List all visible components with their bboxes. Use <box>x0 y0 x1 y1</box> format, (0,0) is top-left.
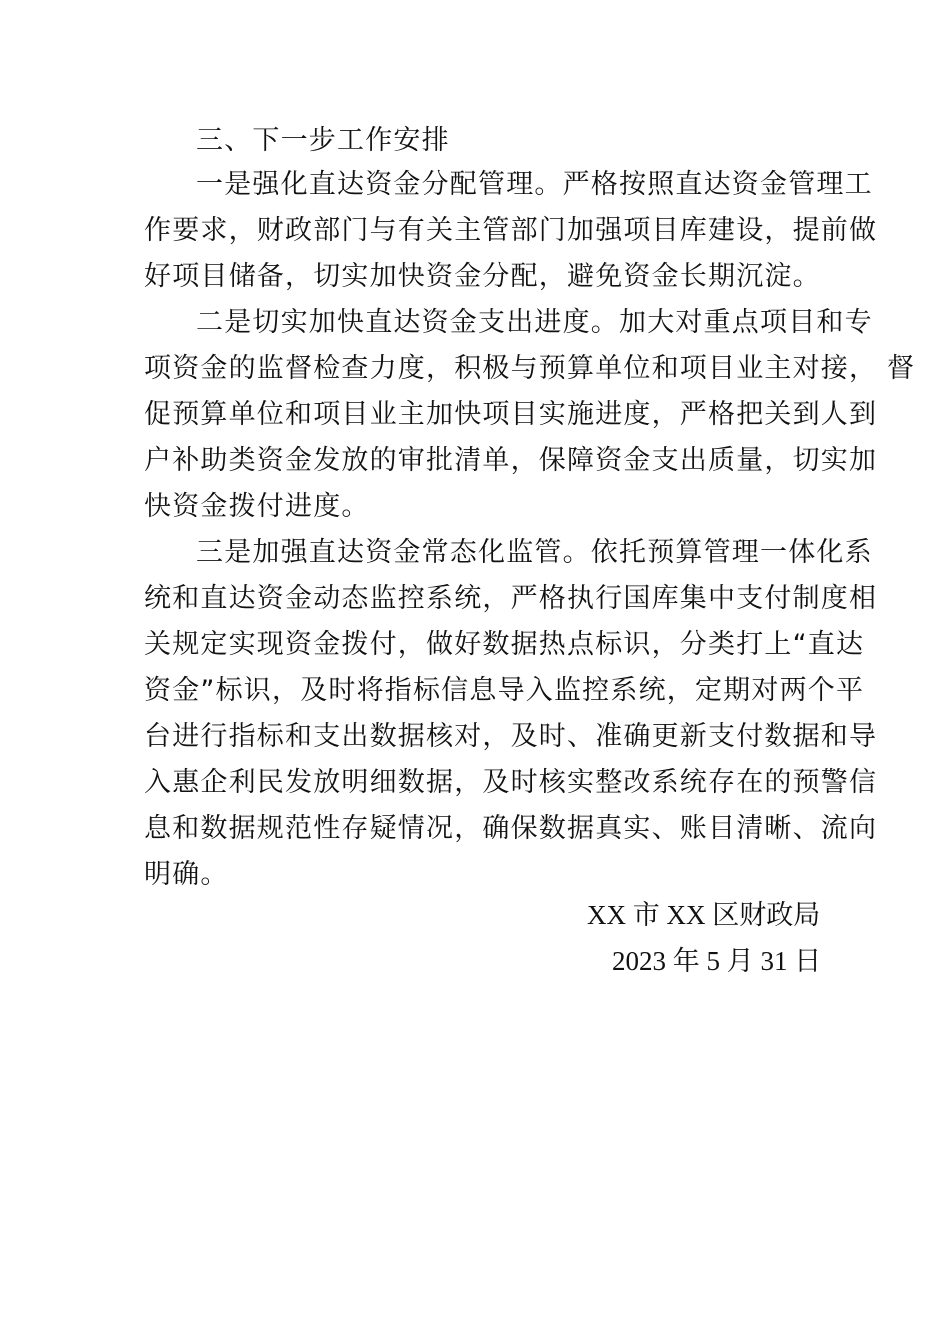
paragraph-line: 资金”标识，及时将指标信息导入监控系统，定期对两个平 <box>144 675 865 706</box>
paragraph-line: 三是加强直达资金常态化监管。依托预算管理一体化系 <box>196 537 873 568</box>
paragraph-line: 促预算单位和项目业主加快项目实施进度，严格把关到人到 <box>144 399 878 430</box>
paragraph-line: 好项目储备，切实加快资金分配，避免资金长期沉淀。 <box>144 261 821 292</box>
paragraph-line: 明确。 <box>144 859 229 890</box>
paragraph-line: 户补助类资金发放的审批清单，保障资金支出质量，切实加 <box>144 445 878 476</box>
paragraph-line: 项资金的监督检查力度，积极与预算单位和项目业主对接， 督 <box>144 353 916 384</box>
paragraph-line: 统和直达资金动态监控系统，严格执行国库集中支付制度相 <box>144 583 878 614</box>
paragraph-line: 作要求，财政部门与有关主管部门加强项目库建设，提前做 <box>144 215 878 246</box>
paragraph-line: 息和数据规范性存疑情况，确保数据真实、账目清晰、流向 <box>144 813 878 844</box>
paragraph-line: 快资金拨付进度。 <box>144 491 370 522</box>
signature-organization: XX 市 XX 区财政局 <box>587 900 821 930</box>
section-heading: 三、下一步工作安排 <box>196 125 450 156</box>
signature-date: 2023 年 5 月 31 日 <box>612 946 822 976</box>
paragraph-line: 关规定实现资金拨付，做好数据热点标识，分类打上“直达 <box>144 629 865 660</box>
paragraph-line: 二是切实加快直达资金支出进度。加大对重点项目和专 <box>196 307 873 338</box>
paragraph-line: 台进行指标和支出数据核对，及时、准确更新支付数据和导 <box>144 721 878 752</box>
paragraph-line: 一是强化直达资金分配管理。严格按照直达资金管理工 <box>196 169 873 200</box>
paragraph-line: 入惠企利民发放明细数据，及时核实整改系统存在的预警信 <box>144 767 878 798</box>
